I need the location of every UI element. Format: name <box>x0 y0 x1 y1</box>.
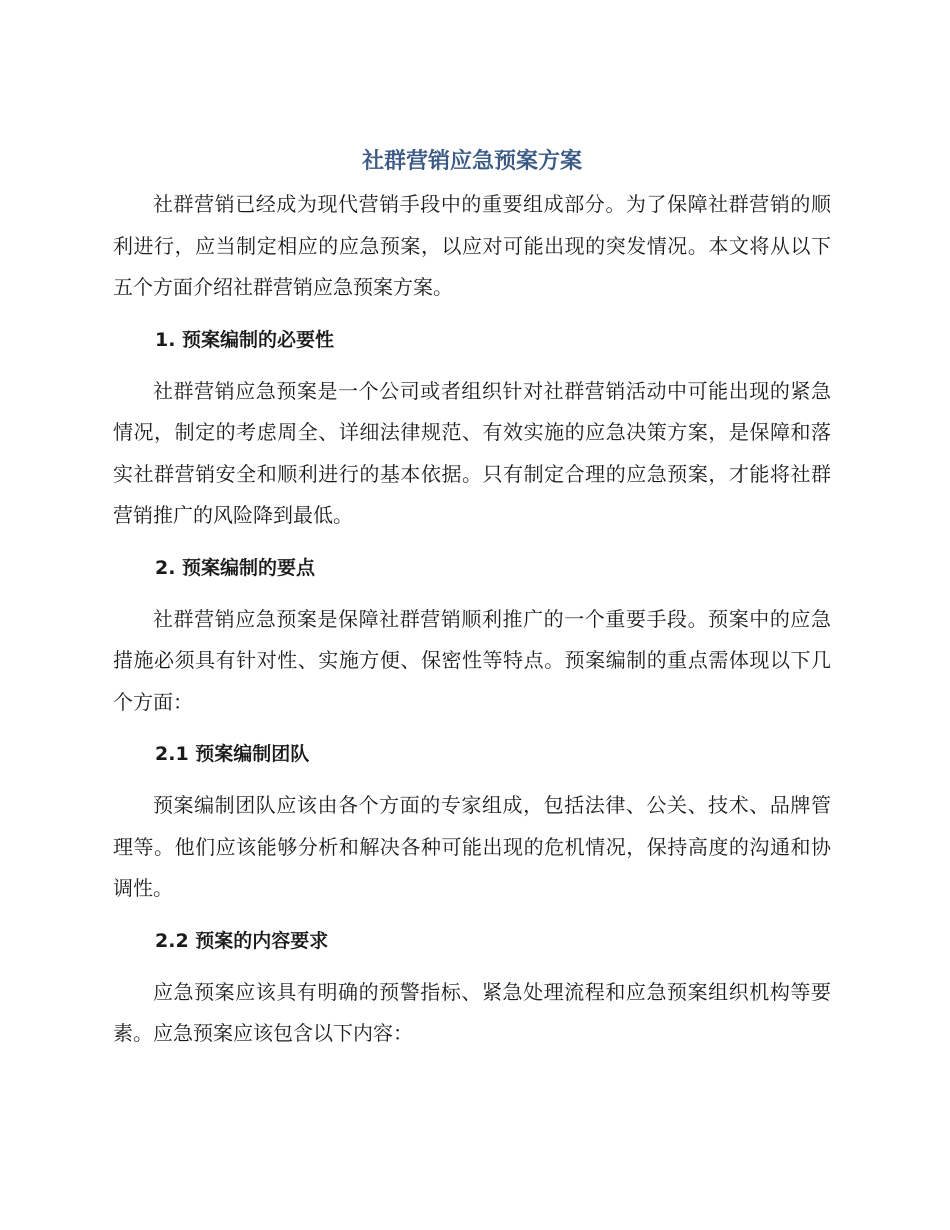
intro-paragraph: 社群营销已经成为现代营销手段中的重要组成部分。为了保障社群营销的顺利进行，应当制定相应的应急预案，以应对可能出现的突发情况。本文将从以下五个方面介绍社群营销应急预案方案。 <box>113 192 831 299</box>
section-heading-key-points: 2. 预案编制的要点 <box>155 556 316 579</box>
spacer <box>113 537 831 547</box>
section-heading-necessity: 1. 预案编制的必要性 <box>155 328 335 351</box>
section-body-necessity: 社群营销应急预案是一个公司或者组织针对社群营销活动中可能出现的紧急情况，制定的考虑周全、详细法律规范、有效实施的应急决策方案，是保障和落实社群营销安全和顺利进行的基本依据。只有制定合理的应急预案，才能将社群营销推广的风险降到最低。 <box>113 378 831 527</box>
spacer <box>113 723 831 733</box>
document-content <box>113 140 831 1055</box>
spacer <box>113 775 831 785</box>
spacer <box>113 309 831 319</box>
spacer <box>113 589 831 599</box>
spacer <box>113 910 831 920</box>
spacer <box>113 962 831 972</box>
document-title: 社群营销应急预案方案 <box>361 149 582 174</box>
section-heading-content-requirements: 2.2 预案的内容要求 <box>155 929 329 952</box>
section-body-team: 预案编制团队应该由各个方面的专家组成，包括法律、公关、技术、品牌管理等。他们应该能够分析和解决各种可能出现的危机情况，保持高度的沟通和协调性。 <box>113 793 831 900</box>
spacer <box>113 361 831 371</box>
section-body-content-requirements: 应急预案应该具有明确的预警指标、紧急处理流程和应急预案组织机构等要素。应急预案应该包含以下内容： <box>113 979 831 1045</box>
section-heading-team: 2.1 预案编制团队 <box>155 743 310 765</box>
section-body-key-points: 社群营销应急预案是保障社群营销顺利推广的一个重要手段。预案中的应急措施必须具有针对性、实施方便、保密性等特点。预案编制的重点需体现以下几个方面： <box>113 606 831 714</box>
